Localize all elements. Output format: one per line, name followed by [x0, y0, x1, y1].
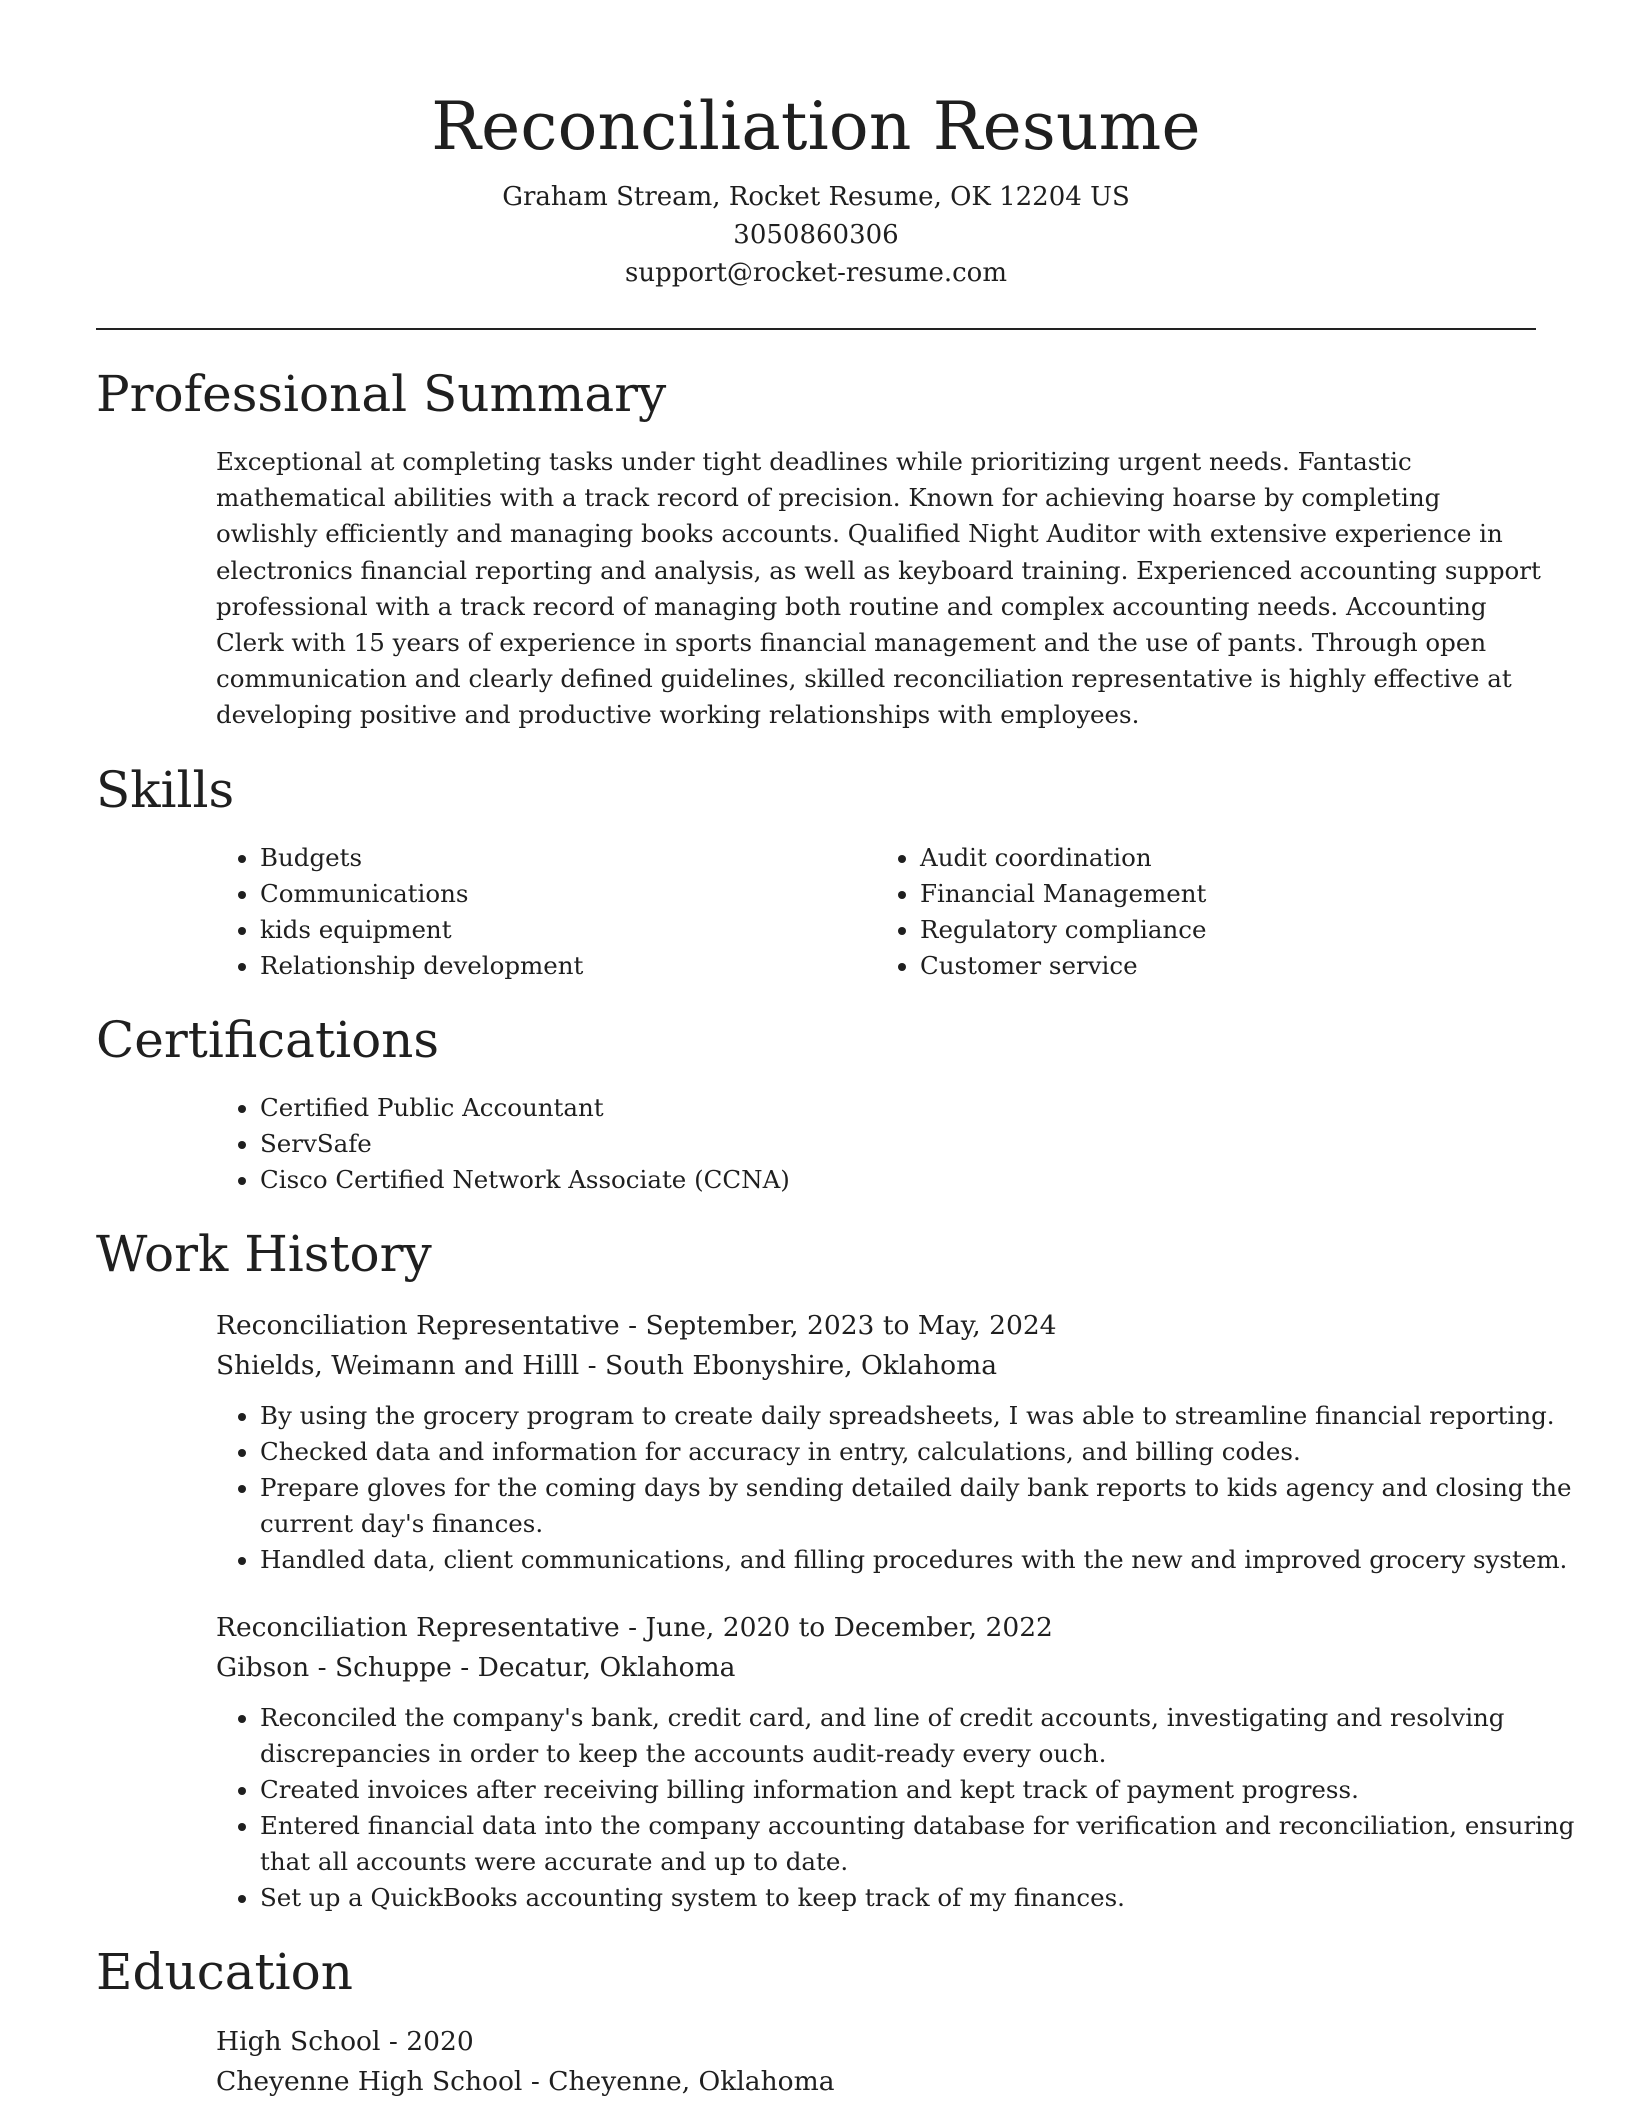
summary-heading: Professional Summary	[96, 365, 667, 423]
contact-email: support@rocket-resume.com	[624, 258, 1007, 288]
certification-item: • Certified Public Accountant	[260, 1090, 1536, 1126]
header-divider	[96, 328, 1536, 330]
education-heading: Education	[96, 1942, 353, 2001]
resume-header	[96, 0, 1536, 292]
summary-text: Exceptional at completing tasks under tight deadlines while prioritizing urgent needs. Fantastic mathematical abilities with a track record of precision. Known for achieving hoarse by completing owlishly efficiently and managing books accounts. Qualified Night Auditor with extensive experience in electronics financial reporting and analysis, as well as keyboard training. Experienced accounting support professional with a track record of managing both routine and complex accounting needs. Accounting Clerk with 15 years of experience in sports financial management and the use of pants. Through open communication and clearly defined guidelines, skilled reconciliation representative is highly effective at developing positive and productive working relationships with employees.	[216, 447, 1541, 730]
skill-item: • Relationship development	[260, 948, 876, 984]
job-role-line: Reconciliation Representative - June, 2020 to December, 2022	[216, 1611, 1053, 1643]
certification-item: • Cisco Certified Network Associate (CCNA)	[260, 1162, 1536, 1198]
skills-section	[96, 760, 1536, 984]
certifications-section	[96, 1010, 1536, 1198]
skill-item: • Budgets	[260, 840, 876, 876]
resume-title: Reconciliation Resume	[431, 88, 1201, 165]
job-bullets	[216, 1700, 1590, 1916]
job-entry	[216, 1608, 1575, 1916]
job-bullet: • Reconciled the company's bank, credit card, and line of credit accounts, investigating and resolving discrepancies in order to keep the accounts audit-ready every ouch.	[260, 1700, 1590, 1772]
job-bullet: • Handled data, client communications, and filling procedures with the new and improved grocery system.	[260, 1542, 1590, 1578]
work-history-heading: Work History	[96, 1224, 432, 1283]
education-entry	[216, 2022, 1536, 2102]
skill-item: • Financial Management	[920, 876, 1536, 912]
work-history-section	[96, 1224, 1575, 1916]
skills-columns	[216, 840, 1536, 984]
certification-item: • ServSafe	[260, 1126, 1536, 1162]
job-bullet: • Set up a QuickBooks accounting system to keep track of my finances.	[260, 1880, 1590, 1916]
job-bullets	[216, 1398, 1590, 1578]
contact-address: Graham Stream, Rocket Resume, OK 12204 US	[502, 182, 1130, 212]
skills-list-right	[876, 840, 1536, 984]
contact-phone: 3050860306	[733, 220, 899, 250]
education-section	[96, 1942, 1536, 2102]
summary-section	[96, 364, 1541, 734]
resume-page	[96, 0, 1575, 2102]
job-bullet: • Checked data and information for accuracy in entry, calculations, and billing codes.	[260, 1434, 1590, 1470]
job-company-line: Shields, Weimann and Hilll - South Ebonyshire, Oklahoma	[216, 1349, 998, 1381]
job-bullet: • Created invoices after receiving billing information and kept track of payment progress.	[260, 1772, 1590, 1808]
job-bullet: • Entered financial data into the company accounting database for verification and reconciliation, ensuring that all accounts were accurate and up to date.	[260, 1808, 1590, 1880]
education-school-line: Cheyenne High School - Cheyenne, Oklahoma	[216, 2065, 835, 2097]
certifications-heading: Certifications	[96, 1010, 440, 1069]
certifications-block	[216, 1090, 1536, 1198]
job-bullet: • By using the grocery program to create daily spreadsheets, I was able to streamline financial reporting.	[260, 1398, 1590, 1434]
contact-block	[96, 178, 1536, 292]
skill-item: • Communications	[260, 876, 876, 912]
job-role-line: Reconciliation Representative - September, 2023 to May, 2024	[216, 1309, 1057, 1341]
certifications-list	[216, 1090, 1536, 1198]
skill-item: • Audit coordination	[920, 840, 1536, 876]
skills-heading: Skills	[96, 760, 235, 819]
job-entry	[216, 1306, 1572, 1578]
skills-list-left	[216, 840, 876, 984]
skill-item: • Customer service	[920, 948, 1536, 984]
education-degree-line: High School - 2020	[216, 2025, 474, 2057]
skill-item: • kids equipment	[260, 912, 876, 948]
job-bullet: • Prepare gloves for the coming days by sending detailed daily bank reports to kids agency and closing the current day's finances.	[260, 1470, 1590, 1542]
job-company-line: Gibson - Schuppe - Decatur, Oklahoma	[216, 1651, 736, 1683]
skill-item: • Regulatory compliance	[920, 912, 1536, 948]
